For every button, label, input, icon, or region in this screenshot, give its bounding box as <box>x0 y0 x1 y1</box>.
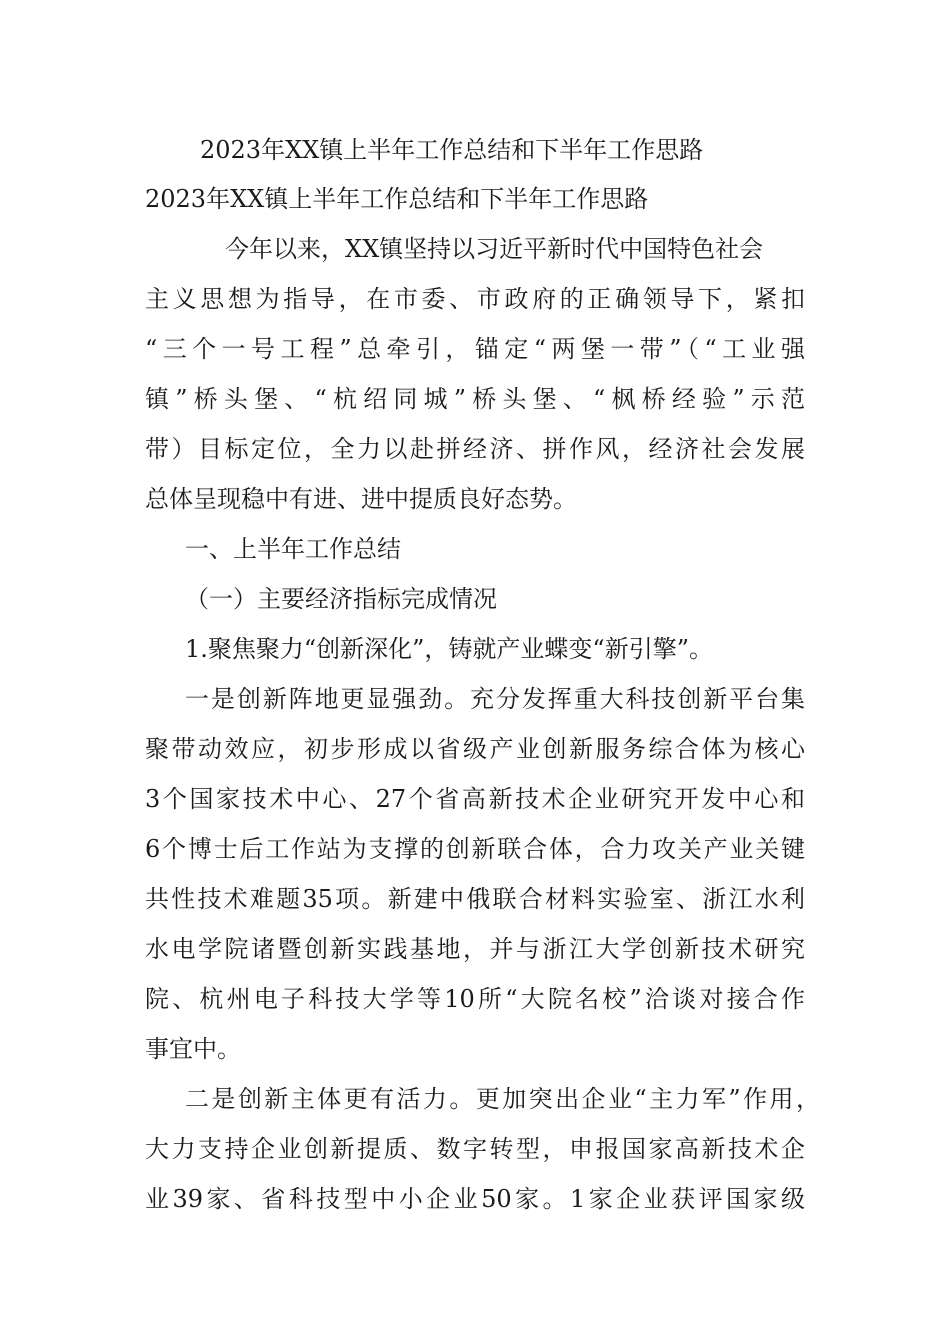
document-title: 2023年XX镇上半年工作总结和下半年工作思路 <box>200 136 704 164</box>
paragraph-line: 水电学院诸暨创新实践基地，并与浙江大学创新技术研究 <box>145 935 805 963</box>
section-heading: 一、上半年工作总结 <box>185 535 401 563</box>
intro-line: 今年以来，XX镇坚持以习近平新时代中国特色社会 <box>225 235 764 263</box>
paragraph-line: 聚带动效应，初步形成以省级产业创新服务综合体为核心 <box>145 735 805 763</box>
paragraph-line: 大力支持企业创新提质、数字转型，申报国家高新技术企 <box>145 1135 805 1163</box>
paragraph-line: 一是创新阵地更显强劲。充分发挥重大科技创新平台集 <box>185 685 805 713</box>
paragraph-line: 院、杭州电子科技大学等10所“大院名校”洽谈对接合作 <box>145 985 805 1013</box>
paragraph-line: 事宜中。 <box>145 1035 241 1063</box>
paragraph-line: 业39家、省科技型中小企业50家。1家企业获评国家级 <box>145 1185 805 1213</box>
item-heading: 1.聚焦聚力“创新深化”，铸就产业蝶变“新引擎”。 <box>185 635 713 663</box>
intro-line: “三个一号工程”总牵引，锚定“两堡一带”（“工业强 <box>145 335 805 363</box>
document-subtitle: 2023年XX镇上半年工作总结和下半年工作思路 <box>145 185 649 213</box>
paragraph-line: 二是创新主体更有活力。更加突出企业“主力军”作用， <box>185 1085 820 1113</box>
subsection-heading: （一）主要经济指标完成情况 <box>185 585 497 613</box>
paragraph-line: 共性技术难题35项。新建中俄联合材料实验室、浙江水利 <box>145 885 805 913</box>
intro-line: 带）目标定位，全力以赴拼经济、拼作风，经济社会发展 <box>145 435 805 463</box>
paragraph-line: 6个博士后工作站为支撑的创新联合体，合力攻关产业关键 <box>145 835 805 863</box>
intro-line: 总体呈现稳中有进、进中提质良好态势。 <box>145 485 577 513</box>
paragraph-line: 3个国家技术中心、27个省高新技术企业研究开发中心和 <box>145 785 805 813</box>
intro-line: 镇”桥头堡、“杭绍同城”桥头堡、“枫桥经验”示范 <box>145 385 805 413</box>
intro-line: 主义思想为指导，在市委、市政府的正确领导下，紧扣 <box>145 285 805 313</box>
